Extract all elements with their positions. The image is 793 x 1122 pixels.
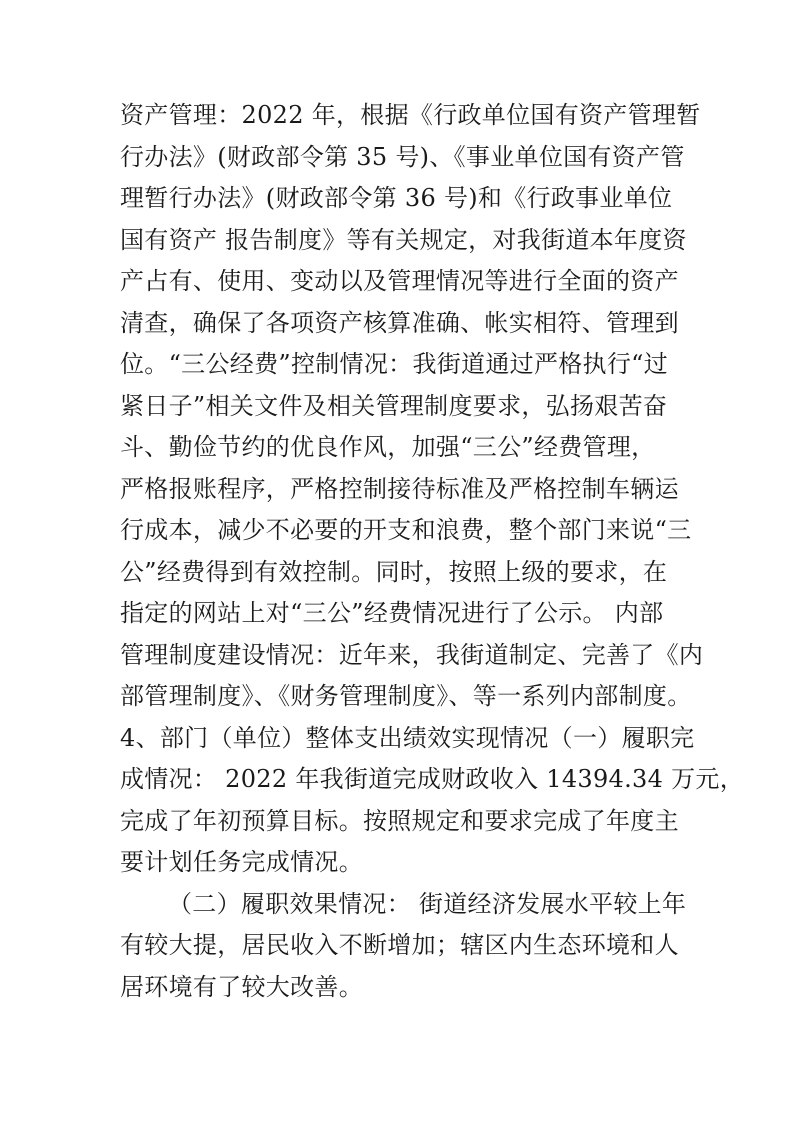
text-line: 清查，确保了各项资产核算准确、帐实相符、管理到 <box>120 308 679 337</box>
document-body <box>120 95 745 1008</box>
text-line: 要计划任务完成情况。 <box>120 848 363 876</box>
text-line: 理暂行办法》(财政部令第 36 号)和《行政事业单位 <box>120 184 673 212</box>
text-line: 4、部门（单位）整体支出绩效实现情况（一）履职完 <box>120 723 695 752</box>
paragraph-performance-effect <box>120 884 687 1009</box>
text-line: 行成本，减少不必要的开支和浪费，整个部门来说“三 <box>120 516 692 544</box>
text-line: 公”经费得到有效控制。同时，按照上级的要求，在 <box>120 557 668 586</box>
text-line: 斗、勤俭节约的优良作风，加强“三公”经费管理， <box>120 433 656 461</box>
paragraph-asset-management <box>120 95 745 884</box>
text-line: 指定的网站上对“三公”经费情况进行了公示。 内部 <box>120 599 664 627</box>
text-line: （二）履职效果情况： 街道经济发展水平较上年 <box>168 889 687 918</box>
text-line: 位。“三公经费”控制情况：我街道通过严格执行“过 <box>120 350 669 378</box>
text-line: 部管理制度》、《财务管理制度》、等一系列内部制度。 <box>120 682 692 710</box>
text-line: 成情况： 2022 年我街道完成财政收入 14394.34 万元， <box>120 765 745 793</box>
text-line: 有较大提，居民收入不断增加；辖区内生态环境和人 <box>120 931 679 959</box>
text-line: 国有资产 报告制度》等有关规定，对我街道本年度资 <box>120 225 687 254</box>
text-line: 管理制度建设情况：近年来，我街道制定、完善了《内 <box>120 640 704 669</box>
text-line: 行办法》(财政部令第 35 号)、《事业单位国有资产管 <box>120 142 685 171</box>
text-line: 产占有、使用、变动以及管理情况等进行全面的资产 <box>120 267 679 295</box>
text-line: 居环境有了较大改善。 <box>120 972 363 1001</box>
text-line: 完成了年初预算目标。按照规定和要求完成了年度主 <box>120 806 679 835</box>
text-line: 严格报账程序，严格控制接待标准及严格控制车辆运 <box>120 474 679 503</box>
text-line: 紧日子”相关文件及相关管理制度要求，弘扬艰苦奋 <box>120 391 668 420</box>
text-line: 资产管理：2022 年，根据《行政单位国有资产管理暂 <box>120 101 701 129</box>
